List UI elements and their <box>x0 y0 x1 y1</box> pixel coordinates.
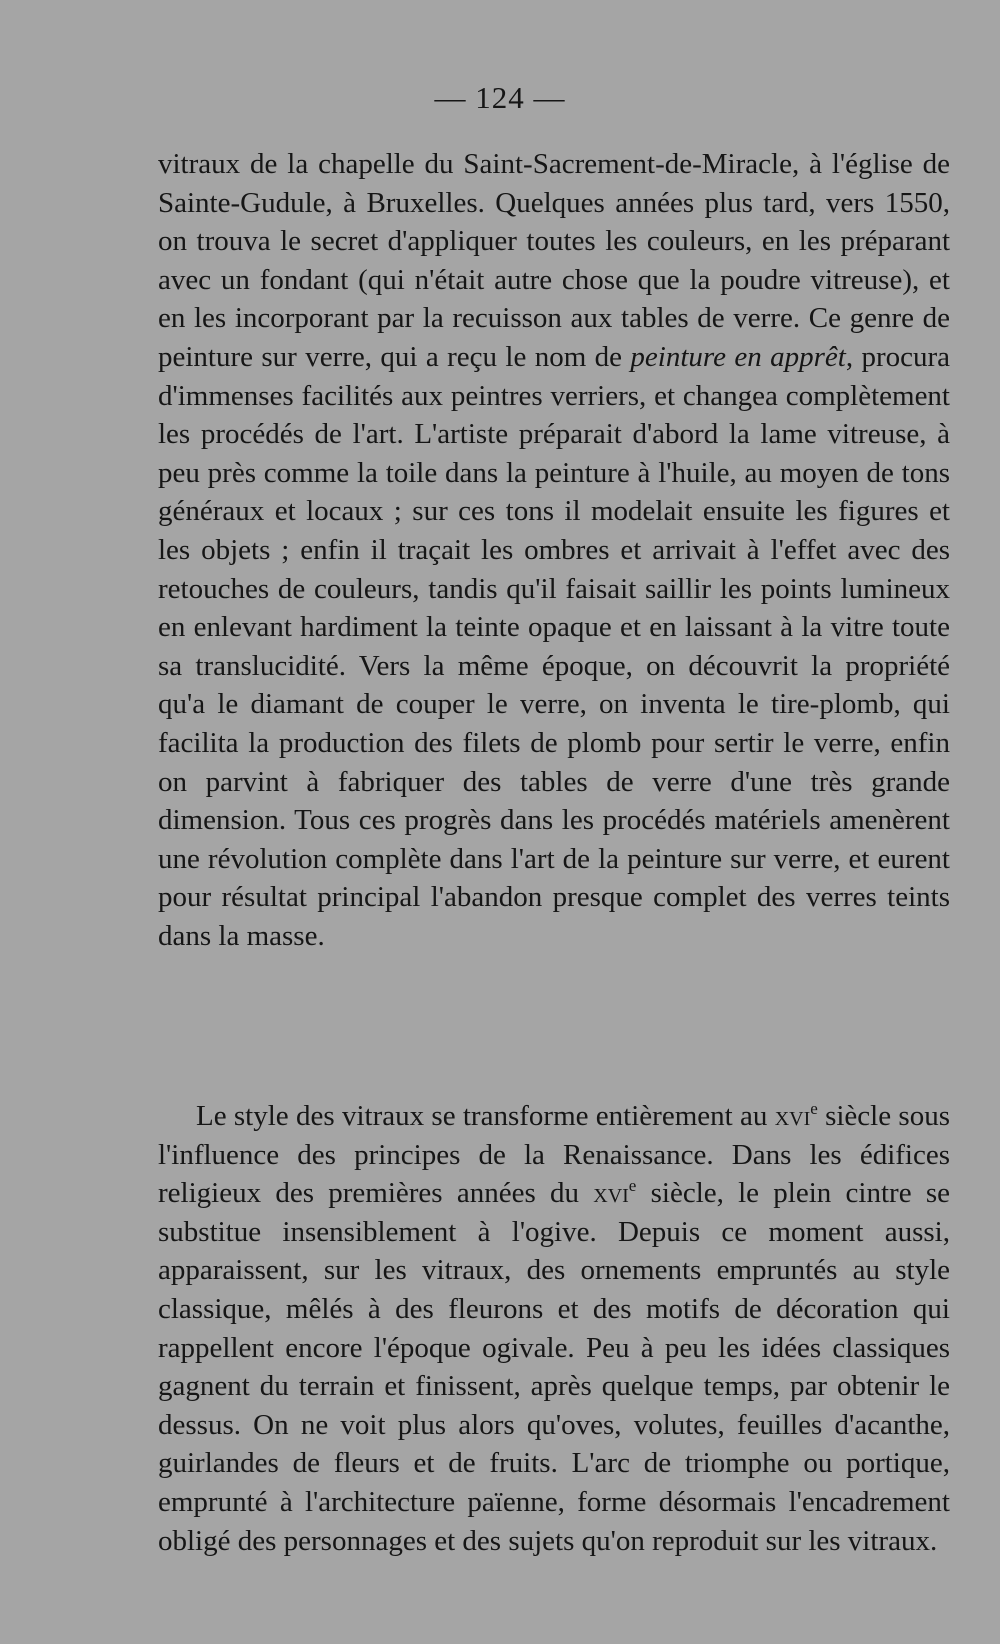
page-number: — 124 — <box>434 80 566 115</box>
century-superscript-2: e <box>628 1176 637 1196</box>
paragraph-2 <box>158 1097 950 1560</box>
paragraph-1 <box>158 145 950 955</box>
paragraph-2-text <box>158 1097 950 1560</box>
century-superscript-1: e <box>810 1099 818 1118</box>
paragraph-2-text-part-3: siècle, le plein cintre se substitue insensiblement à l'ogive. Depuis ce moment aussi, apparaissent, sur les vitraux, des ornements empruntés au style classique, mêlés à des fleurons et des motifs de décoration qui rappellent encore l'époque ogivale. Peu à peu les idées classiques gagnent du terrain et finissent, après quelque temps, par obtenir le dessus. On ne voit plus alors qu'oves, volutes, feuilles d'acanthe, guirlandes de fleurs et de fruits. L'arc de triomphe ou portique, emprunté à l'architecture païenne, forme désormais l'encadrement obligé des personnages et des sujets qu'on reproduit sur les vitraux. <box>158 1177 950 1557</box>
paragraph-2-text-part-2: siècle sous l'influence des principes de la Renaissance. Dans les édifices religieux des premières années du <box>158 1100 950 1210</box>
paragraph-1-text-end: , procura d'immenses facilités aux peintres verriers, et changea complètement les procédés de l'art. L'artiste préparait d'abord la lame vitreuse, à peu près comme la toile dans la peinture à l'huile, au moyen de tons généraux et locaux ; sur ces tons il modelait ensuite les figures et les objets ; enfin il traçait les ombres et arrivait à l'effet avec des retouches de couleurs, tandis qu'il faisait saillir les points lumineux en enlevant hardiment la teinte opaque et en laissant à la vitre toute sa translucidité. Vers la même époque, on découvrit la propriété qu'a le diamant de couper le verre, on inventa le tire-plomb, qui facilita la production des filets de plomb pour sertir le verre, enfin on parvint à fabriquer des tables de verre d'une très grande dimension. Tous ces progrès dans les procédés matériels amenèrent une révolution complète dans l'art de la peinture sur verre, et eurent pour résultat principal l'abandon presque complet des verres teints dans la masse. <box>158 340 951 952</box>
paragraph-2-text-part-1: Le style des vitraux se transforme entièrement au <box>196 1100 775 1132</box>
paragraph-1-text-start: vitraux de la chapelle du Saint-Sacrement-de-Miracle, à l'église de Sainte-Gudule, à Bruxelles. Quelques années plus tard, vers 1550, on trouva le secret d'appliquer toutes les couleurs, en les préparant avec un fondant (qui n'était autre chose que la poudre vitreuse), et en les incorporant par la recuisson aux tables de verre. Ce genre de peinture sur verre, qui a reçu le nom de <box>158 148 950 373</box>
italic-term-peinture-en-appret: peinture en apprêt <box>630 340 846 373</box>
century-numeral-2: xvi <box>593 1177 629 1210</box>
paragraph-1-text <box>158 145 950 955</box>
century-numeral-1: xvi <box>774 1100 811 1132</box>
